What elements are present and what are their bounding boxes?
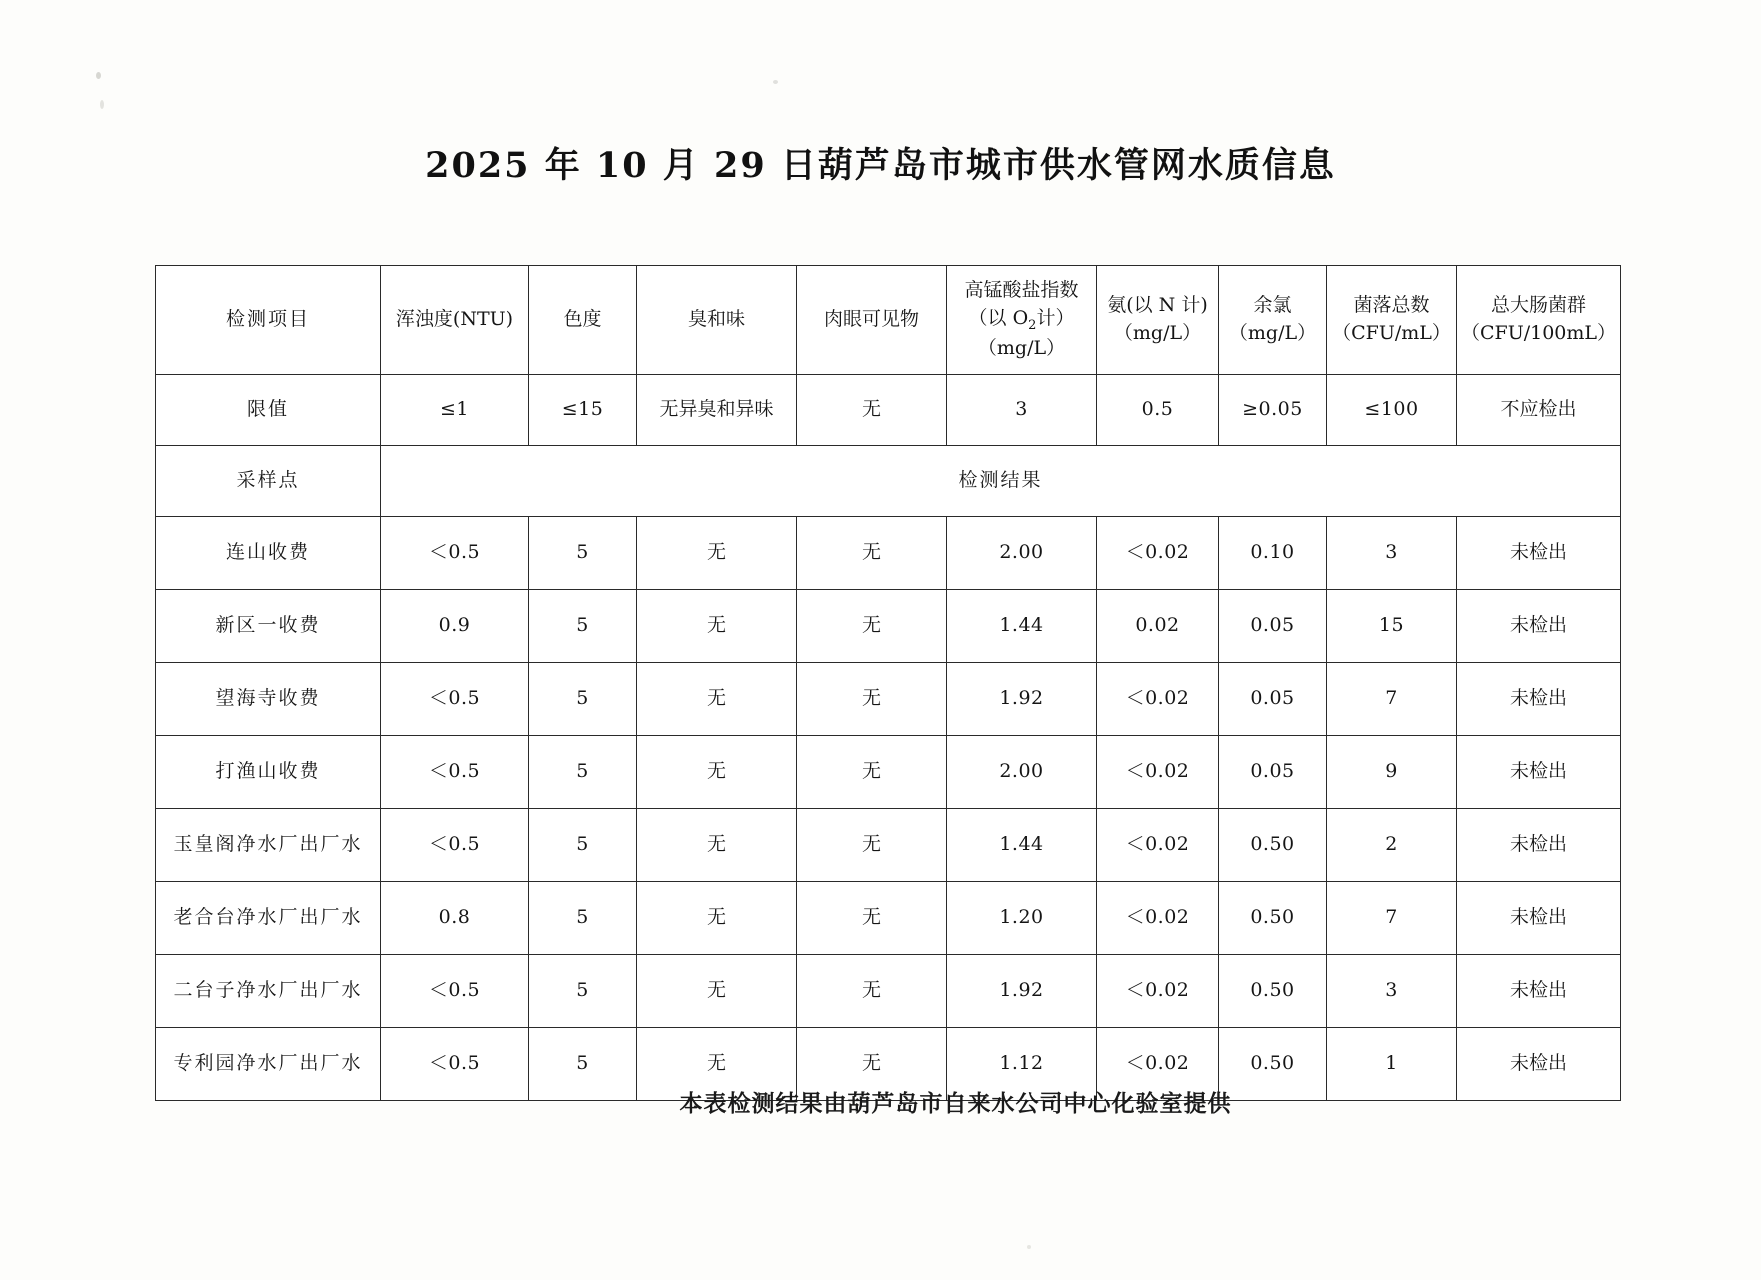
table-row bbox=[156, 663, 1621, 736]
cell-permanganate: 1.44 bbox=[947, 590, 1097, 663]
footnote: 本表检测结果由葫芦岛市自来水公司中心化验室提供 bbox=[679, 1090, 1232, 1117]
header-permanganate-line1: 高锰酸盐指数 bbox=[964, 279, 1079, 302]
header-coliform-line1: 总大肠菌群 bbox=[1490, 294, 1586, 317]
cell-residual-chlorine: 0.50 bbox=[1219, 882, 1327, 955]
cell-coliform: 未检出 bbox=[1457, 955, 1621, 1028]
cell-colony-count: 7 bbox=[1327, 663, 1457, 736]
header-cell-chroma bbox=[529, 266, 637, 375]
limit-odor: 无异臭和异味 bbox=[637, 375, 797, 446]
cell-odor: 无 bbox=[637, 590, 797, 663]
header-permanganate-line2b: 计） bbox=[1036, 306, 1075, 329]
cell-chroma: 5 bbox=[529, 1028, 637, 1101]
header-ammonia-line2: （mg/L） bbox=[1113, 322, 1202, 344]
sample-point-label: 采样点 bbox=[156, 446, 381, 517]
cell-coliform: 未检出 bbox=[1457, 809, 1621, 882]
cell-turbidity: ＜0.5 bbox=[381, 517, 529, 590]
cell-ammonia: ＜0.02 bbox=[1097, 882, 1219, 955]
header-cell-permanganate bbox=[947, 266, 1097, 375]
cell-residual-chlorine: 0.50 bbox=[1219, 955, 1327, 1028]
cell-chroma: 5 bbox=[529, 809, 637, 882]
table-row bbox=[156, 882, 1621, 955]
page-title: 2025 年 10 月 29 日葫芦岛市城市供水管网水质信息 bbox=[425, 145, 1336, 186]
cell-odor: 无 bbox=[637, 1028, 797, 1101]
limit-permanganate: 3 bbox=[947, 375, 1097, 446]
limit-coliform: 不应检出 bbox=[1457, 375, 1621, 446]
header-chroma-label: 色度 bbox=[563, 308, 602, 331]
header-cell-residual-chlorine bbox=[1219, 266, 1327, 375]
header-permanganate-line3: （mg/L） bbox=[977, 337, 1066, 360]
table-row-limit bbox=[156, 375, 1621, 446]
cell-chroma: 5 bbox=[529, 736, 637, 809]
result-span-label: 检测结果 bbox=[381, 446, 1621, 517]
limit-turbidity: ≤1 bbox=[381, 375, 529, 446]
header-cell-turbidity bbox=[381, 266, 529, 375]
cell-residual-chlorine: 0.50 bbox=[1219, 809, 1327, 882]
table-row bbox=[156, 809, 1621, 882]
table-row bbox=[156, 517, 1621, 590]
cell-visible-matter: 无 bbox=[797, 955, 947, 1028]
cell-colony-count: 1 bbox=[1327, 1028, 1457, 1101]
scan-speck bbox=[100, 100, 104, 109]
cell-visible-matter: 无 bbox=[797, 517, 947, 590]
cell-coliform: 未检出 bbox=[1457, 736, 1621, 809]
cell-colony-count: 3 bbox=[1327, 955, 1457, 1028]
header-permanganate-line2a: （以 O bbox=[968, 306, 1029, 329]
cell-permanganate: 1.12 bbox=[947, 1028, 1097, 1101]
water-quality-table-wrap bbox=[155, 265, 1617, 1101]
header-cell-visible-matter bbox=[797, 266, 947, 375]
table-row-sample-header bbox=[156, 446, 1621, 517]
header-cell-coliform bbox=[1457, 266, 1621, 375]
header-ammonia-line1: 氨(以 N 计) bbox=[1107, 294, 1208, 317]
cell-odor: 无 bbox=[637, 736, 797, 809]
cell-visible-matter: 无 bbox=[797, 1028, 947, 1101]
cell-turbidity: ＜0.5 bbox=[381, 1028, 529, 1101]
cell-odor: 无 bbox=[637, 663, 797, 736]
header-permanganate-subscript: 2 bbox=[1028, 317, 1037, 333]
row-point-name: 望海寺收费 bbox=[156, 663, 381, 736]
header-coliform-line2: （CFU/100mL） bbox=[1461, 322, 1617, 344]
cell-visible-matter: 无 bbox=[797, 590, 947, 663]
cell-permanganate: 1.44 bbox=[947, 809, 1097, 882]
cell-residual-chlorine: 0.05 bbox=[1219, 590, 1327, 663]
cell-turbidity: ＜0.5 bbox=[381, 955, 529, 1028]
cell-colony-count: 3 bbox=[1327, 517, 1457, 590]
cell-residual-chlorine: 0.05 bbox=[1219, 663, 1327, 736]
cell-permanganate: 1.20 bbox=[947, 882, 1097, 955]
cell-chroma: 5 bbox=[529, 663, 637, 736]
cell-ammonia: ＜0.02 bbox=[1097, 955, 1219, 1028]
cell-visible-matter: 无 bbox=[797, 809, 947, 882]
cell-permanganate: 2.00 bbox=[947, 517, 1097, 590]
cell-permanganate: 1.92 bbox=[947, 955, 1097, 1028]
cell-chroma: 5 bbox=[529, 955, 637, 1028]
cell-turbidity: ＜0.5 bbox=[381, 809, 529, 882]
scan-speck bbox=[773, 80, 778, 84]
limit-visible-matter: 无 bbox=[797, 375, 947, 446]
header-odor-label: 臭和味 bbox=[687, 308, 745, 331]
table-row bbox=[156, 590, 1621, 663]
cell-turbidity: 0.9 bbox=[381, 590, 529, 663]
scan-speck bbox=[96, 72, 101, 79]
cell-chroma: 5 bbox=[529, 590, 637, 663]
row-point-name: 老合台净水厂出厂水 bbox=[156, 882, 381, 955]
cell-residual-chlorine: 0.50 bbox=[1219, 1028, 1327, 1101]
cell-permanganate: 2.00 bbox=[947, 736, 1097, 809]
table-row bbox=[156, 955, 1621, 1028]
table-header-row bbox=[156, 266, 1621, 375]
cell-coliform: 未检出 bbox=[1457, 882, 1621, 955]
cell-odor: 无 bbox=[637, 955, 797, 1028]
cell-turbidity: ＜0.5 bbox=[381, 663, 529, 736]
row-point-name: 玉皇阁净水厂出厂水 bbox=[156, 809, 381, 882]
cell-ammonia: ＜0.02 bbox=[1097, 809, 1219, 882]
row-point-name: 打渔山收费 bbox=[156, 736, 381, 809]
cell-ammonia: ＜0.02 bbox=[1097, 517, 1219, 590]
header-permanganate-line2 bbox=[951, 305, 1092, 336]
cell-residual-chlorine: 0.10 bbox=[1219, 517, 1327, 590]
header-cell-item: 检测项目 bbox=[156, 266, 381, 375]
limit-row-label: 限值 bbox=[156, 375, 381, 446]
header-cell-ammonia bbox=[1097, 266, 1219, 375]
cell-colony-count: 2 bbox=[1327, 809, 1457, 882]
cell-odor: 无 bbox=[637, 517, 797, 590]
header-colony-count-line2: （CFU/mL） bbox=[1332, 322, 1451, 344]
cell-visible-matter: 无 bbox=[797, 882, 947, 955]
cell-colony-count: 9 bbox=[1327, 736, 1457, 809]
cell-ammonia: ＜0.02 bbox=[1097, 663, 1219, 736]
cell-coliform: 未检出 bbox=[1457, 517, 1621, 590]
limit-ammonia: 0.5 bbox=[1097, 375, 1219, 446]
cell-visible-matter: 无 bbox=[797, 663, 947, 736]
cell-ammonia: ＜0.02 bbox=[1097, 736, 1219, 809]
header-visible-matter-label: 肉眼可见物 bbox=[823, 308, 919, 331]
limit-colony-count: ≤100 bbox=[1327, 375, 1457, 446]
header-turbidity-label: 浑浊度(NTU) bbox=[395, 308, 514, 331]
cell-colony-count: 15 bbox=[1327, 590, 1457, 663]
cell-chroma: 5 bbox=[529, 517, 637, 590]
cell-turbidity: ＜0.5 bbox=[381, 736, 529, 809]
row-point-name: 连山收费 bbox=[156, 517, 381, 590]
cell-permanganate: 1.92 bbox=[947, 663, 1097, 736]
limit-residual-chlorine: ≥0.05 bbox=[1219, 375, 1327, 446]
cell-ammonia: 0.02 bbox=[1097, 590, 1219, 663]
scan-speck bbox=[1027, 1245, 1031, 1249]
header-residual-chlorine-line1: 余氯 bbox=[1253, 294, 1292, 317]
row-point-name: 专利园净水厂出厂水 bbox=[156, 1028, 381, 1101]
cell-visible-matter: 无 bbox=[797, 736, 947, 809]
cell-chroma: 5 bbox=[529, 882, 637, 955]
cell-residual-chlorine: 0.05 bbox=[1219, 736, 1327, 809]
header-colony-count-line1: 菌落总数 bbox=[1353, 294, 1430, 317]
header-cell-odor bbox=[637, 266, 797, 375]
cell-odor: 无 bbox=[637, 882, 797, 955]
limit-chroma: ≤15 bbox=[529, 375, 637, 446]
table-row bbox=[156, 736, 1621, 809]
header-residual-chlorine-line2: （mg/L） bbox=[1228, 322, 1317, 344]
header-cell-colony-count bbox=[1327, 266, 1457, 375]
cell-odor: 无 bbox=[637, 809, 797, 882]
cell-coliform: 未检出 bbox=[1457, 663, 1621, 736]
row-point-name: 二台子净水厂出厂水 bbox=[156, 955, 381, 1028]
cell-turbidity: 0.8 bbox=[381, 882, 529, 955]
cell-colony-count: 7 bbox=[1327, 882, 1457, 955]
cell-coliform: 未检出 bbox=[1457, 1028, 1621, 1101]
cell-ammonia: ＜0.02 bbox=[1097, 1028, 1219, 1101]
row-point-name: 新区一收费 bbox=[156, 590, 381, 663]
cell-coliform: 未检出 bbox=[1457, 590, 1621, 663]
water-quality-table bbox=[155, 265, 1621, 1101]
